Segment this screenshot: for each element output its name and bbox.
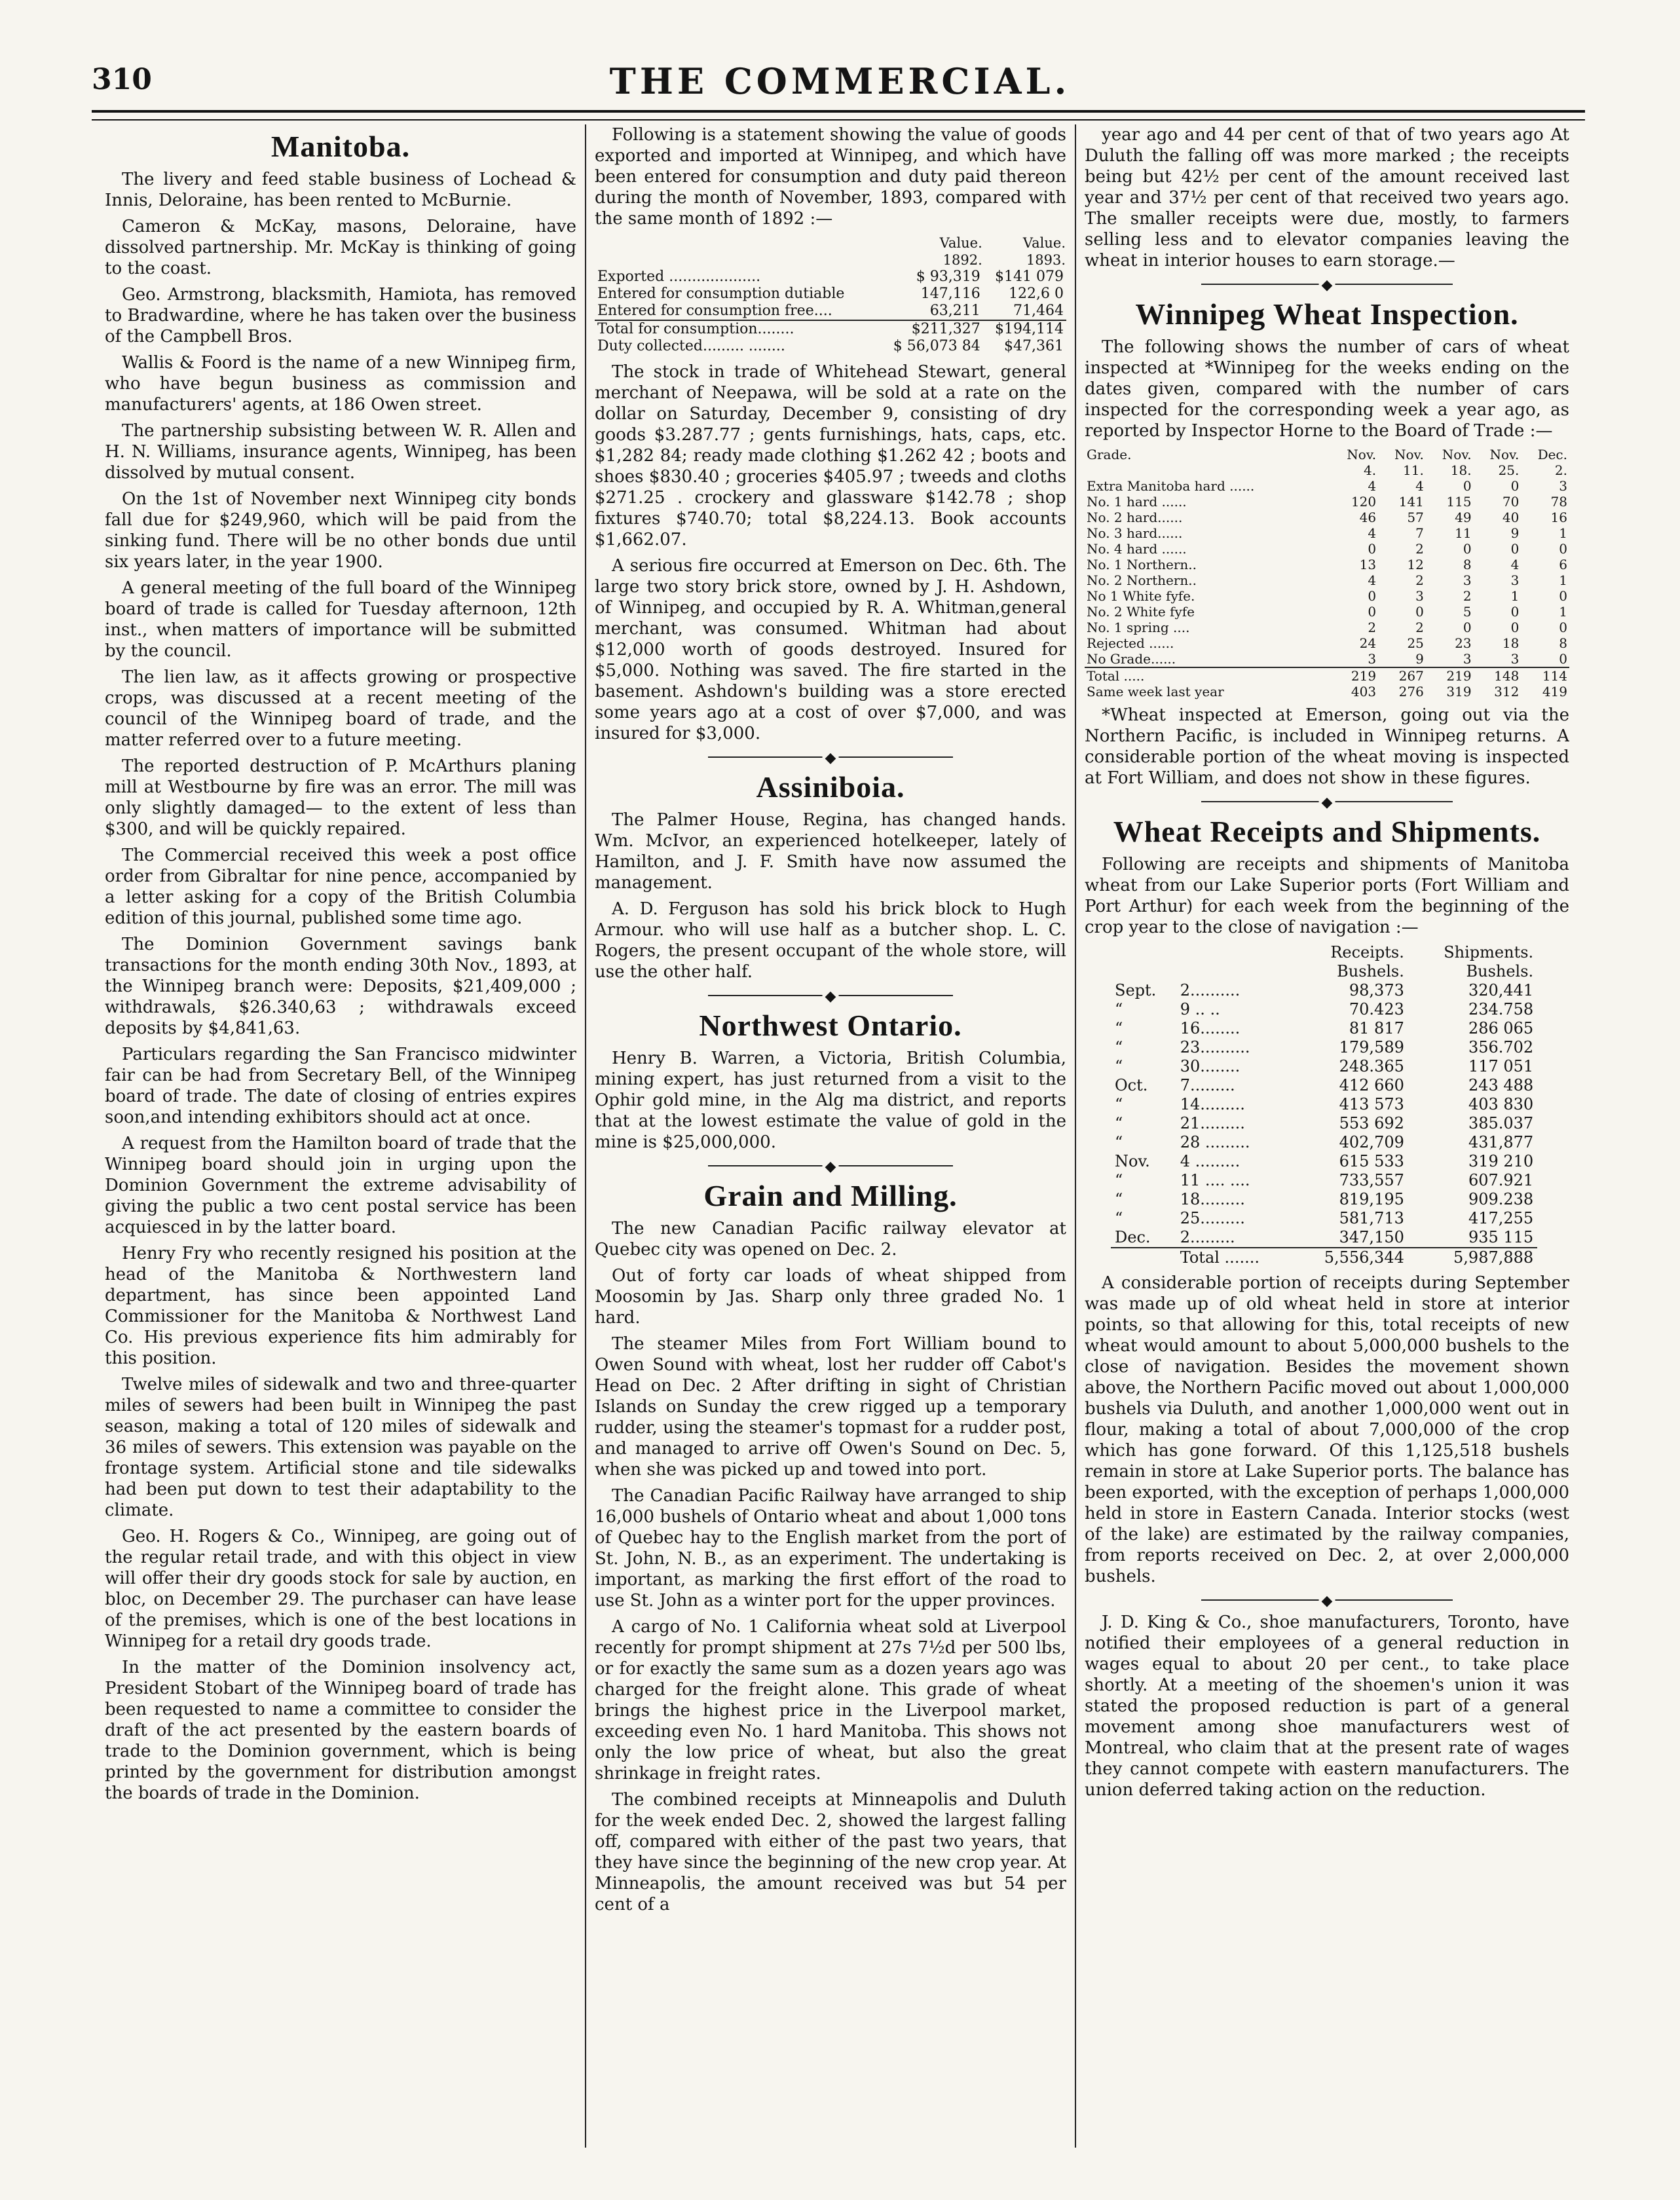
inspection-cell: 25: [1407, 635, 1424, 651]
inspection-cell: 0: [1510, 541, 1520, 557]
inspection-cell: 5: [1463, 604, 1472, 620]
inspection-cell: 3: [1463, 651, 1472, 667]
inspection-row: [1085, 651, 1569, 667]
inspection-note: *Wheat inspected at Emerson, going out via the Northern Pacific, is included in Winnipeg returns. A considerable portion of the wheat moving is inspected at Fort William, and does not show in these figures.: [1085, 705, 1569, 788]
column-rule: [1075, 124, 1076, 2148]
inspection-cell: 141: [1398, 494, 1424, 510]
receipts-cell: 553 692: [1339, 1114, 1404, 1132]
receipts-cell: “: [1115, 1095, 1123, 1113]
receipts-cell: 117 051: [1468, 1057, 1534, 1075]
inspection-cell: 3: [1510, 572, 1520, 588]
article-paragraph: The partnership subsisting between W. R. Allen and H. N. Williams, insurance agents, Winnipeg, has been dissolved by mutual consent.: [105, 421, 576, 483]
statement-row: Exported .................... $ 93,319 $141 079: [597, 269, 1064, 285]
inspection-table: [1085, 447, 1569, 699]
inspection-cell: 312: [1494, 684, 1520, 699]
inspection-cell: 0: [1368, 588, 1377, 604]
inspection-cell: 419: [1542, 684, 1567, 699]
article-paragraph: Particulars regarding the San Francisco midwinter fair can be had from Secretary Bell, of the Winnipeg board of trade. The date of closing of entries expires soon,and intending exhibitors should act at once.: [105, 1045, 576, 1127]
inspection-cell: No Grade......: [1087, 651, 1176, 667]
section-heading-assiniboia: Assiniboia.: [756, 770, 905, 804]
receipts-row: [1111, 1019, 1537, 1038]
inspection-cell: 0: [1559, 588, 1567, 604]
inspection-cell: No. 3 hard......: [1087, 525, 1183, 541]
inspection-cell: 46: [1359, 510, 1377, 525]
receipts-total-row: [1111, 1248, 1537, 1267]
inspection-cell: 9: [1510, 525, 1520, 541]
inspection-cell: No 1 White fyfe.: [1087, 588, 1195, 604]
inspection-cell: 276: [1398, 684, 1424, 699]
inspection-row: [1085, 635, 1569, 651]
page-number: 310: [92, 63, 152, 96]
inspection-cell: 3: [1368, 651, 1377, 667]
inspection-header: Nov.: [1347, 447, 1377, 462]
article-paragraph: Henry B. Warren, a Victoria, British Columbia, mining expert, has just returned from a visit to the Ophir gold mine, in the Alg ma district, and reports that at the lowest estimate the value of gold in the mine is $25,000,000.: [595, 1049, 1066, 1152]
inspection-cell: 12: [1407, 557, 1424, 572]
receipts-cell: “: [1115, 1038, 1123, 1056]
receipts-cell: 935 115: [1468, 1228, 1534, 1246]
inspection-cell: 11: [1455, 525, 1472, 541]
receipts-col-head: Shipments.: [1444, 943, 1534, 961]
receipts-cell: 243 488: [1468, 1076, 1534, 1094]
article-paragraph: A request from the Hamilton board of trade that the Winnipeg board should join in urging upon the Dominion Government the extreme advisability of giving the public a two cent postal service has been acquiesced in by the latter board.: [105, 1134, 576, 1237]
inspection-cell: 114: [1521, 667, 1569, 684]
statement-row: Entered for consumption dutiable 147,116 122,6 0: [597, 286, 1064, 302]
inspection-header: Nov.: [1442, 447, 1472, 462]
receipts-row: [1111, 1171, 1537, 1190]
inspection-cell: 3: [1510, 651, 1520, 667]
inspection-cell: 0: [1415, 604, 1424, 620]
inspection-cell: 219: [1426, 667, 1474, 684]
inspection-cell: 0: [1463, 541, 1472, 557]
inspection-header: Grade.: [1087, 447, 1132, 462]
article-paragraph: The stock in trade of Whitehead Stewart, general merchant of Neepawa, will be sold at a rate on the dollar on Saturday, December 9, consisting of dry goods $3.287.77 ; gents furnishings, hats, caps, etc. $1,282 84; ready made clothing $1.262 42 ; boots and shoes $830.40 ; groceries $405.97 ; tweeds and cloths $271.25 . crockery and glassware $142.78 ; shop fixtures $740.70; total $8,224.13. Book accounts $1,662.07.: [595, 362, 1066, 550]
receipts-cell: 18.........: [1180, 1190, 1245, 1208]
receipts-cell: 30........: [1180, 1057, 1241, 1075]
inspection-cell: Extra Manitoba hard ......: [1087, 478, 1255, 494]
inspection-cell: 0: [1510, 478, 1520, 494]
inspection-total-row: [1085, 667, 1569, 684]
inspection-cell: 8: [1463, 557, 1472, 572]
inspection-cell: 16: [1550, 510, 1567, 525]
receipts-cell: 320,441: [1468, 981, 1534, 999]
receipts-row: [1111, 1076, 1537, 1095]
grain-paragraphs: [595, 1218, 1066, 1915]
inspection-cell: 2: [1415, 541, 1424, 557]
receipts-cell: 417,255: [1468, 1209, 1534, 1227]
receipts-cell: 607.921: [1468, 1171, 1534, 1189]
receipts-cell: 5,987,888: [1408, 1248, 1537, 1267]
receipts-cell: 4 .........: [1180, 1152, 1241, 1170]
inspection-cell: 0: [1510, 604, 1520, 620]
receipts-cell: Dec.: [1115, 1228, 1151, 1246]
receipts-cell: “: [1115, 1057, 1123, 1075]
inspection-cell: 4: [1368, 478, 1377, 494]
inspection-cell: 8: [1559, 635, 1567, 651]
inspection-cell: No. 1 Northern..: [1087, 557, 1197, 572]
inspection-cell: 1: [1510, 588, 1520, 604]
inspection-cell: 1: [1559, 604, 1567, 620]
inspection-cell: No. 2 White fyfe: [1087, 604, 1195, 620]
article-paragraph: Wallis & Foord is the name of a new Winnipeg firm, who have begun business as commission and manufacturers' agents, at 186 Owen street.: [105, 353, 576, 415]
statement-col-head: Value.: [1022, 235, 1066, 251]
section-heading-manitoba: Manitoba.: [271, 130, 411, 163]
statement-duty-row: Duty collected......... ........ $ 56,073 84 $47,361: [597, 338, 1064, 354]
receipts-cell: 11 .... ....: [1180, 1171, 1250, 1189]
inspection-cell: 1: [1559, 572, 1567, 588]
inspection-cell: 148: [1474, 667, 1521, 684]
inspection-last-year-row: [1085, 684, 1569, 699]
inspection-subheader: [1085, 462, 1330, 478]
inspection-cell: No. 2 hard......: [1087, 510, 1183, 525]
inspection-cell: 4: [1510, 557, 1520, 572]
inspection-cell: 70: [1502, 494, 1520, 510]
inspection-cell: 24: [1359, 635, 1377, 651]
inspection-cell: 2: [1368, 620, 1377, 635]
receipts-cell: Nov.: [1115, 1152, 1150, 1170]
receipts-cell: 403 830: [1468, 1095, 1534, 1113]
receipts-row: [1111, 1209, 1537, 1228]
receipts-cell: 7.........: [1180, 1076, 1235, 1094]
receipts-cell: “: [1115, 1190, 1123, 1208]
column-rule: [585, 124, 586, 2148]
statement-year: 1893.: [1026, 252, 1066, 268]
receipts-cell: 2.........: [1180, 1228, 1235, 1246]
receipts-cell: 402,709: [1339, 1133, 1404, 1151]
inspection-cell: 0: [1559, 541, 1567, 557]
receipts-table: [1111, 943, 1537, 1267]
inspection-cell: 78: [1550, 494, 1567, 510]
section-separator: [708, 1158, 953, 1174]
column-3: [1085, 124, 1569, 2148]
inspection-row: [1085, 541, 1569, 557]
receipts-cell: 25.........: [1180, 1209, 1245, 1227]
inspection-subheader: 2.: [1554, 462, 1567, 478]
inspection-cell: 2: [1415, 572, 1424, 588]
receipts-row: [1111, 1133, 1537, 1152]
article-paragraph: Cameron & McKay, masons, Deloraine, have dissolved partnership. Mr. McKay is thinking of going to the coast.: [105, 217, 576, 278]
receipts-row: [1111, 1228, 1537, 1248]
article-paragraph: A. D. Ferguson has sold his brick block to Hugh Armour. who will use half as a butcher shop. L. C. Rogers, the present occupant of the whole store, will use the other half.: [595, 899, 1066, 982]
inspection-cell: 6: [1559, 557, 1567, 572]
inspection-cell: 4: [1368, 525, 1377, 541]
article-paragraph: Henry Fry who recently resigned his position at the head of the Manitoba & Northwestern land department, has since been appointed Land Commissioner for the Manitoba & Northwest Land Co. His previous experience fits him admirably for this position.: [105, 1244, 576, 1368]
receipts-cell: 81 817: [1349, 1019, 1404, 1037]
receipts-cell: “: [1115, 1000, 1123, 1018]
receipts-cell: 23..........: [1180, 1038, 1250, 1056]
inspection-cell: 0: [1463, 620, 1472, 635]
receipts-cell: 413 573: [1339, 1095, 1404, 1113]
inspection-row: [1085, 478, 1569, 494]
receipts-row: [1111, 1095, 1537, 1114]
inspection-cell: 1: [1559, 525, 1567, 541]
inspection-cell: 7: [1415, 525, 1424, 541]
inspection-row: [1085, 494, 1569, 510]
receipts-cell: 385.037: [1468, 1114, 1534, 1132]
inspection-row: [1085, 510, 1569, 525]
receipts-cell: 9 .. ..: [1180, 1000, 1220, 1018]
article-paragraph: The Palmer House, Regina, has changed hands. Wm. McIvor, an experienced hotelkeeper, lately of Hamilton, and J. F. Smith have now assumed the management.: [595, 810, 1066, 893]
section-heading-northwest-ontario: Northwest Ontario.: [699, 1009, 962, 1042]
article-paragraph: A cargo of No. 1 California wheat sold at Liverpool recently for prompt shipment at 27s 7½d per 500 lbs, or for exactly the same sum as a dozen years ago was charged for the freight alone. This grade of wheat brings the highest price in the Liverpool market, exceeding even No. 1 hard Manitoba. This shows not only the low price of wheat, but also the great shrinkage in freight rates.: [595, 1617, 1066, 1783]
receipts-cell: “: [1115, 1114, 1123, 1132]
continued-paragraph: year ago and 44 per cent of that of two years ago At Duluth the falling off was more marked ; the receipts being but 42½ per cent of the amount received last year and 37½ per cent of that received two years ago. The smaller receipts were due, mostly, to farmers selling less and to elevator companies leaving the wheat in interior houses to earn storage.—: [1085, 125, 1569, 270]
article-paragraph: Out of forty car loads of wheat shipped from Moosomin by Jas. Sharp only three graded No. 1 hard.: [595, 1266, 1066, 1328]
receipts-cell: Total .......: [1176, 1248, 1292, 1267]
section-heading-inspection: Winnipeg Wheat Inspection.: [1135, 297, 1519, 331]
receipts-cell: “: [1115, 1133, 1123, 1151]
statement-total-row: Total for consumption........ $211,327 $194,114: [595, 320, 1066, 338]
inspection-row: [1085, 525, 1569, 541]
inspection-row: [1085, 557, 1569, 572]
inspection-cell: Rejected ......: [1087, 635, 1174, 651]
receipts-cell: 179,589: [1339, 1038, 1404, 1056]
column-2: [595, 124, 1066, 2148]
article-paragraph: The steamer Miles from Fort William bound to Owen Sound with wheat, lost her rudder off Cabot's Head on Dec. 2 After drifting in sight of Christian Islands on Sunday the crew rigged up a temporary rudder, using the steamer's topmast for a rudder post, and managed to arrive off Owen's Sound on Dec. 5, when she was picked up and towed into port.: [595, 1334, 1066, 1480]
receipts-unit: Bushels.: [1337, 962, 1404, 980]
assiniboia-paragraphs: [595, 810, 1066, 982]
inspection-cell: Same week last year: [1087, 684, 1224, 699]
article-paragraph: In the matter of the Dominion insolvency act, President Stobart of the Winnipeg board of trade has been requested to name a committee to consider the draft of the act presented by the eastern boards of trade to the Dominion government, which is being printed by the government for distribution amongst the boards of trade in the Dominion.: [105, 1658, 576, 1803]
inspection-row: [1085, 572, 1569, 588]
inspection-cell: 0: [1463, 478, 1472, 494]
receipts-cell: “: [1115, 1209, 1123, 1227]
article-paragraph: A general meeting of the full board of the Winnipeg board of trade is called for Tuesday afternoon, 12th inst., when matters of importance will be submitted by the council.: [105, 578, 576, 661]
section-heading-receipts: Wheat Receipts and Shipments.: [1113, 815, 1541, 848]
receipts-cell: 581,713: [1339, 1209, 1404, 1227]
receipts-row: [1111, 1038, 1537, 1057]
article-paragraph: The reported destruction of P. McArthurs planing mill at Westbourne by fire was an error. The mill was only slightly damaged— to the extent of less than $300, and will be quickly repaired.: [105, 756, 576, 839]
inspection-row: [1085, 604, 1569, 620]
inspection-subheader: 25.: [1498, 462, 1520, 478]
article-paragraph: Geo. Armstrong, blacksmith, Hamiota, has removed to Bradwardine, where he has taken over the business of the Campbell Bros.: [105, 285, 576, 346]
inspection-cell: 3: [1415, 588, 1424, 604]
col2-paragraphs-a: [595, 362, 1066, 744]
inspection-cell: 0: [1368, 541, 1377, 557]
inspection-cell: 4: [1368, 572, 1377, 588]
king-shoe-paragraph: J. D. King & Co., shoe manufacturers, Toronto, have notified their employees of a general reduction in wages equal to about 20 per cent., to take place shortly. At a meeting of the shoemen's union it was stated the proposed reduction is part of a general movement among shoe manufacturers west of Montreal, who claim that at the present rate of wages they cannot compete with eastern manufacturers. The union deferred taking action on the reduction.: [1085, 1613, 1569, 1800]
article-paragraph: The Dominion Government savings bank transactions for the month ending 30th Nov., 1893, at the Winnipeg branch were: Deposits, $21,409,000 ; withdrawals, $26.340,63 ; withdrawals exceed deposits by $4,841,63.: [105, 935, 576, 1038]
article-paragraph: Twelve miles of sidewalk and two and three-quarter miles of sewers had been built in Winnipeg the past season, making a total of 120 miles of sidewalk and 36 miles of sewers. This extension was payable on the frontage system. Artificial stone and tile sidewalks had been put down to test their adaptability to the climate.: [105, 1375, 576, 1520]
inspection-cell: 319: [1446, 684, 1472, 699]
section-separator: [1201, 794, 1453, 810]
receipts-cell: Sept.: [1115, 981, 1157, 999]
statement-intro: Following is a statement showing the value of goods exported and imported at Winnipeg, and which have been entered for consumption and duty paid thereon during the month of November, 1893, compared with the same month of 1892 :—: [595, 125, 1066, 229]
statement-col-head: Value.: [939, 235, 982, 251]
receipts-row: [1111, 1114, 1537, 1133]
receipts-cell: 286 065: [1468, 1019, 1534, 1037]
inspection-cell: 2: [1463, 588, 1472, 604]
receipts-cell: “: [1115, 1171, 1123, 1189]
receipts-row: [1111, 1000, 1537, 1019]
receipts-cell: 5,556,344: [1292, 1248, 1408, 1267]
article-paragraph: On the 1st of November next Winnipeg city bonds fall due for $249,960, which will be paid from the sinking fund. There will be no other bonds due until six years later, in the year 1900.: [105, 489, 576, 572]
inspection-cell: 2: [1415, 620, 1424, 635]
receipts-cell: 21.........: [1180, 1114, 1245, 1132]
receipts-cell: [1111, 1248, 1176, 1267]
article-paragraph: The new Canadian Pacific railway elevator at Quebec city was opened on Dec. 2.: [595, 1219, 1066, 1259]
inspection-cell: 403: [1351, 684, 1377, 699]
receipts-col-head: Receipts.: [1330, 943, 1404, 961]
inspection-intro: The following shows the number of cars of wheat inspected at *Winnipeg for the weeks ending on the dates given, compared with the number of cars inspected for the corresponding week a year ago, as reported by Inspector Horne to the Board of Trade :—: [1085, 337, 1569, 441]
masthead: THE COMMERCIAL.: [609, 60, 1071, 102]
inspection-header: Nov.: [1489, 447, 1520, 462]
article-paragraph: The Commercial received this week a post office order from Gibraltar for nine pence, accompanied by a letter asking for a copy of the British Columbia edition of this journal, published some time ago.: [105, 846, 576, 928]
inspection-header: Nov.: [1394, 447, 1424, 462]
column-1: [105, 124, 576, 2148]
receipts-cell: 248.365: [1339, 1057, 1404, 1075]
inspection-cell: 40: [1502, 510, 1520, 525]
inspection-cell: Total .....: [1085, 667, 1330, 684]
statement-row: Entered for consumption free.... 63,211 71,464: [597, 303, 1064, 319]
inspection-cell: 0: [1559, 651, 1567, 667]
section-separator: [708, 749, 953, 765]
receipts-row: [1111, 1057, 1537, 1076]
receipts-cell: 14.........: [1180, 1095, 1245, 1113]
receipts-cell: Oct.: [1115, 1076, 1148, 1094]
receipts-cell: 2..........: [1180, 981, 1241, 999]
article-paragraph: The lien law, as it affects growing or prospective crops, was discussed at a recent meeting of the council of the Winnipeg board of trade, and the matter referred over to a future meeting.: [105, 667, 576, 750]
section-separator: [1201, 1592, 1453, 1608]
manitoba-paragraphs: [105, 169, 576, 1804]
inspection-subheader: 18.: [1450, 462, 1472, 478]
receipts-cell: “: [1115, 1019, 1123, 1037]
inspection-row: [1085, 588, 1569, 604]
receipts-row: [1111, 1190, 1537, 1209]
receipts-row: [1111, 1152, 1537, 1171]
receipts-commentary: A considerable portion of receipts during September was made up of old wheat held in store at interior points, so that allowing for this, total receipts of new wheat would amount to about 5,000,000 bushels to the close of navigation. Besides the movement shown above, the Northern Pacific moved out about 1,000,000 bushels via Duluth, and another 1,000,000 went out in flour, making a total of about 7,000,000 of the crop which has gone forward. Of this 1,125,518 bushels remain in store at Lake Superior ports. The balance has been exported, with the exception of perhaps 1,000,000 held in store in Eastern Canada. Interior stocks (west of the lake) are estimated by the railway companies, from reports received on Dec. 2, at over 2,000,000 bushels.: [1085, 1273, 1569, 1586]
receipts-intro: Following are receipts and shipments of Manitoba wheat from our Lake Superior ports (Fort William and Port Arthur) for each week from the beginning of the crop year to the close of navigation :—: [1085, 855, 1569, 937]
article-paragraph: The Canadian Pacific Railway have arranged to ship 16,000 bushels of Ontario wheat and about 1,000 tons of Quebec hay to the English market from the port of St. John, N. B., as an experiment. The undertaking is important, as marking the first effort of the road to use St. John as a winter port for the upper provinces.: [595, 1486, 1066, 1611]
article-paragraph: A serious fire occurred at Emerson on Dec. 6th. The large two story brick store, owned by J. H. Ashdown, of Winnipeg, and occupied by R. A. Whitman,general merchant, was consumed. Whitman had about $12,000 worth of goods destroyed. Insured for $5,000. Nothing was saved. The fire started in the basement. Ashdown's building was a store erected some years ago at a cost of over $7,000, and was insured for $3,000.: [595, 556, 1066, 743]
receipts-unit: Bushels.: [1466, 962, 1534, 980]
receipts-cell: 412 660: [1339, 1076, 1404, 1094]
inspection-cell: 3: [1463, 572, 1472, 588]
article-paragraph: The livery and feed stable business of Lochead & Innis, Deloraine, has been rented to McBurnie.: [105, 170, 576, 210]
inspection-cell: 9: [1415, 651, 1424, 667]
section-separator: [708, 988, 953, 1003]
inspection-row: [1085, 620, 1569, 635]
inspection-cell: 49: [1455, 510, 1472, 525]
inspection-cell: 23: [1455, 635, 1472, 651]
trade-statement-table: [595, 234, 1066, 355]
header-rule: [92, 110, 1585, 121]
inspection-cell: 57: [1407, 510, 1424, 525]
receipts-cell: 28 .........: [1180, 1133, 1250, 1151]
receipts-cell: 319 210: [1468, 1152, 1534, 1170]
receipts-cell: 347,150: [1339, 1228, 1404, 1246]
receipts-cell: 431,877: [1468, 1133, 1534, 1151]
inspection-cell: 4: [1415, 478, 1424, 494]
receipts-row: [1111, 981, 1537, 1000]
receipts-cell: 234.758: [1468, 1000, 1534, 1018]
statement-year: 1892.: [943, 252, 982, 268]
inspection-cell: 120: [1351, 494, 1377, 510]
inspection-subheader: 11.: [1403, 462, 1424, 478]
inspection-cell: 115: [1446, 494, 1472, 510]
section-separator: [1201, 276, 1453, 292]
inspection-header: Dec.: [1537, 447, 1567, 462]
northwest-ontario-paragraphs: [595, 1048, 1066, 1153]
receipts-cell: 70.423: [1349, 1000, 1404, 1018]
receipts-cell: 819,195: [1339, 1190, 1404, 1208]
receipts-cell: 733,557: [1339, 1171, 1404, 1189]
inspection-subheader: 4.: [1364, 462, 1377, 478]
receipts-cell: 909.238: [1468, 1190, 1534, 1208]
receipts-cell: 615 533: [1339, 1152, 1404, 1170]
receipts-cell: 98,373: [1349, 981, 1404, 999]
inspection-cell: No. 2 Northern..: [1087, 572, 1197, 588]
inspection-cell: 3: [1559, 478, 1567, 494]
inspection-cell: No. 1 spring ....: [1087, 620, 1190, 635]
inspection-cell: 219: [1330, 667, 1378, 684]
inspection-cell: No. 4 hard ......: [1087, 541, 1187, 557]
inspection-cell: 0: [1510, 620, 1520, 635]
inspection-cell: 0: [1368, 604, 1377, 620]
receipts-cell: 16........: [1180, 1019, 1241, 1037]
receipts-cell: 356.702: [1468, 1038, 1534, 1056]
inspection-cell: 18: [1502, 635, 1520, 651]
article-paragraph: Geo. H. Rogers & Co., Winnipeg, are going out of the regular retail trade, and with this object in view will offer their dry goods stock for sale by auction, en bloc, on December 29. The purchaser can have lease of the premises, which is one of the best locations in Winnipeg for a retail dry goods trade.: [105, 1527, 576, 1651]
section-heading-grain: Grain and Milling.: [703, 1179, 958, 1212]
inspection-cell: 267: [1378, 667, 1426, 684]
inspection-cell: No. 1 hard ......: [1087, 494, 1187, 510]
inspection-cell: 13: [1359, 557, 1377, 572]
inspection-cell: 0: [1559, 620, 1567, 635]
article-paragraph: The combined receipts at Minneapolis and Duluth for the week ended Dec. 2, showed the largest falling off, compared with either of the past two years, that they have since the beginning of the new crop year. At Minneapolis, the amount received was but 54 per cent of a: [595, 1790, 1066, 1914]
